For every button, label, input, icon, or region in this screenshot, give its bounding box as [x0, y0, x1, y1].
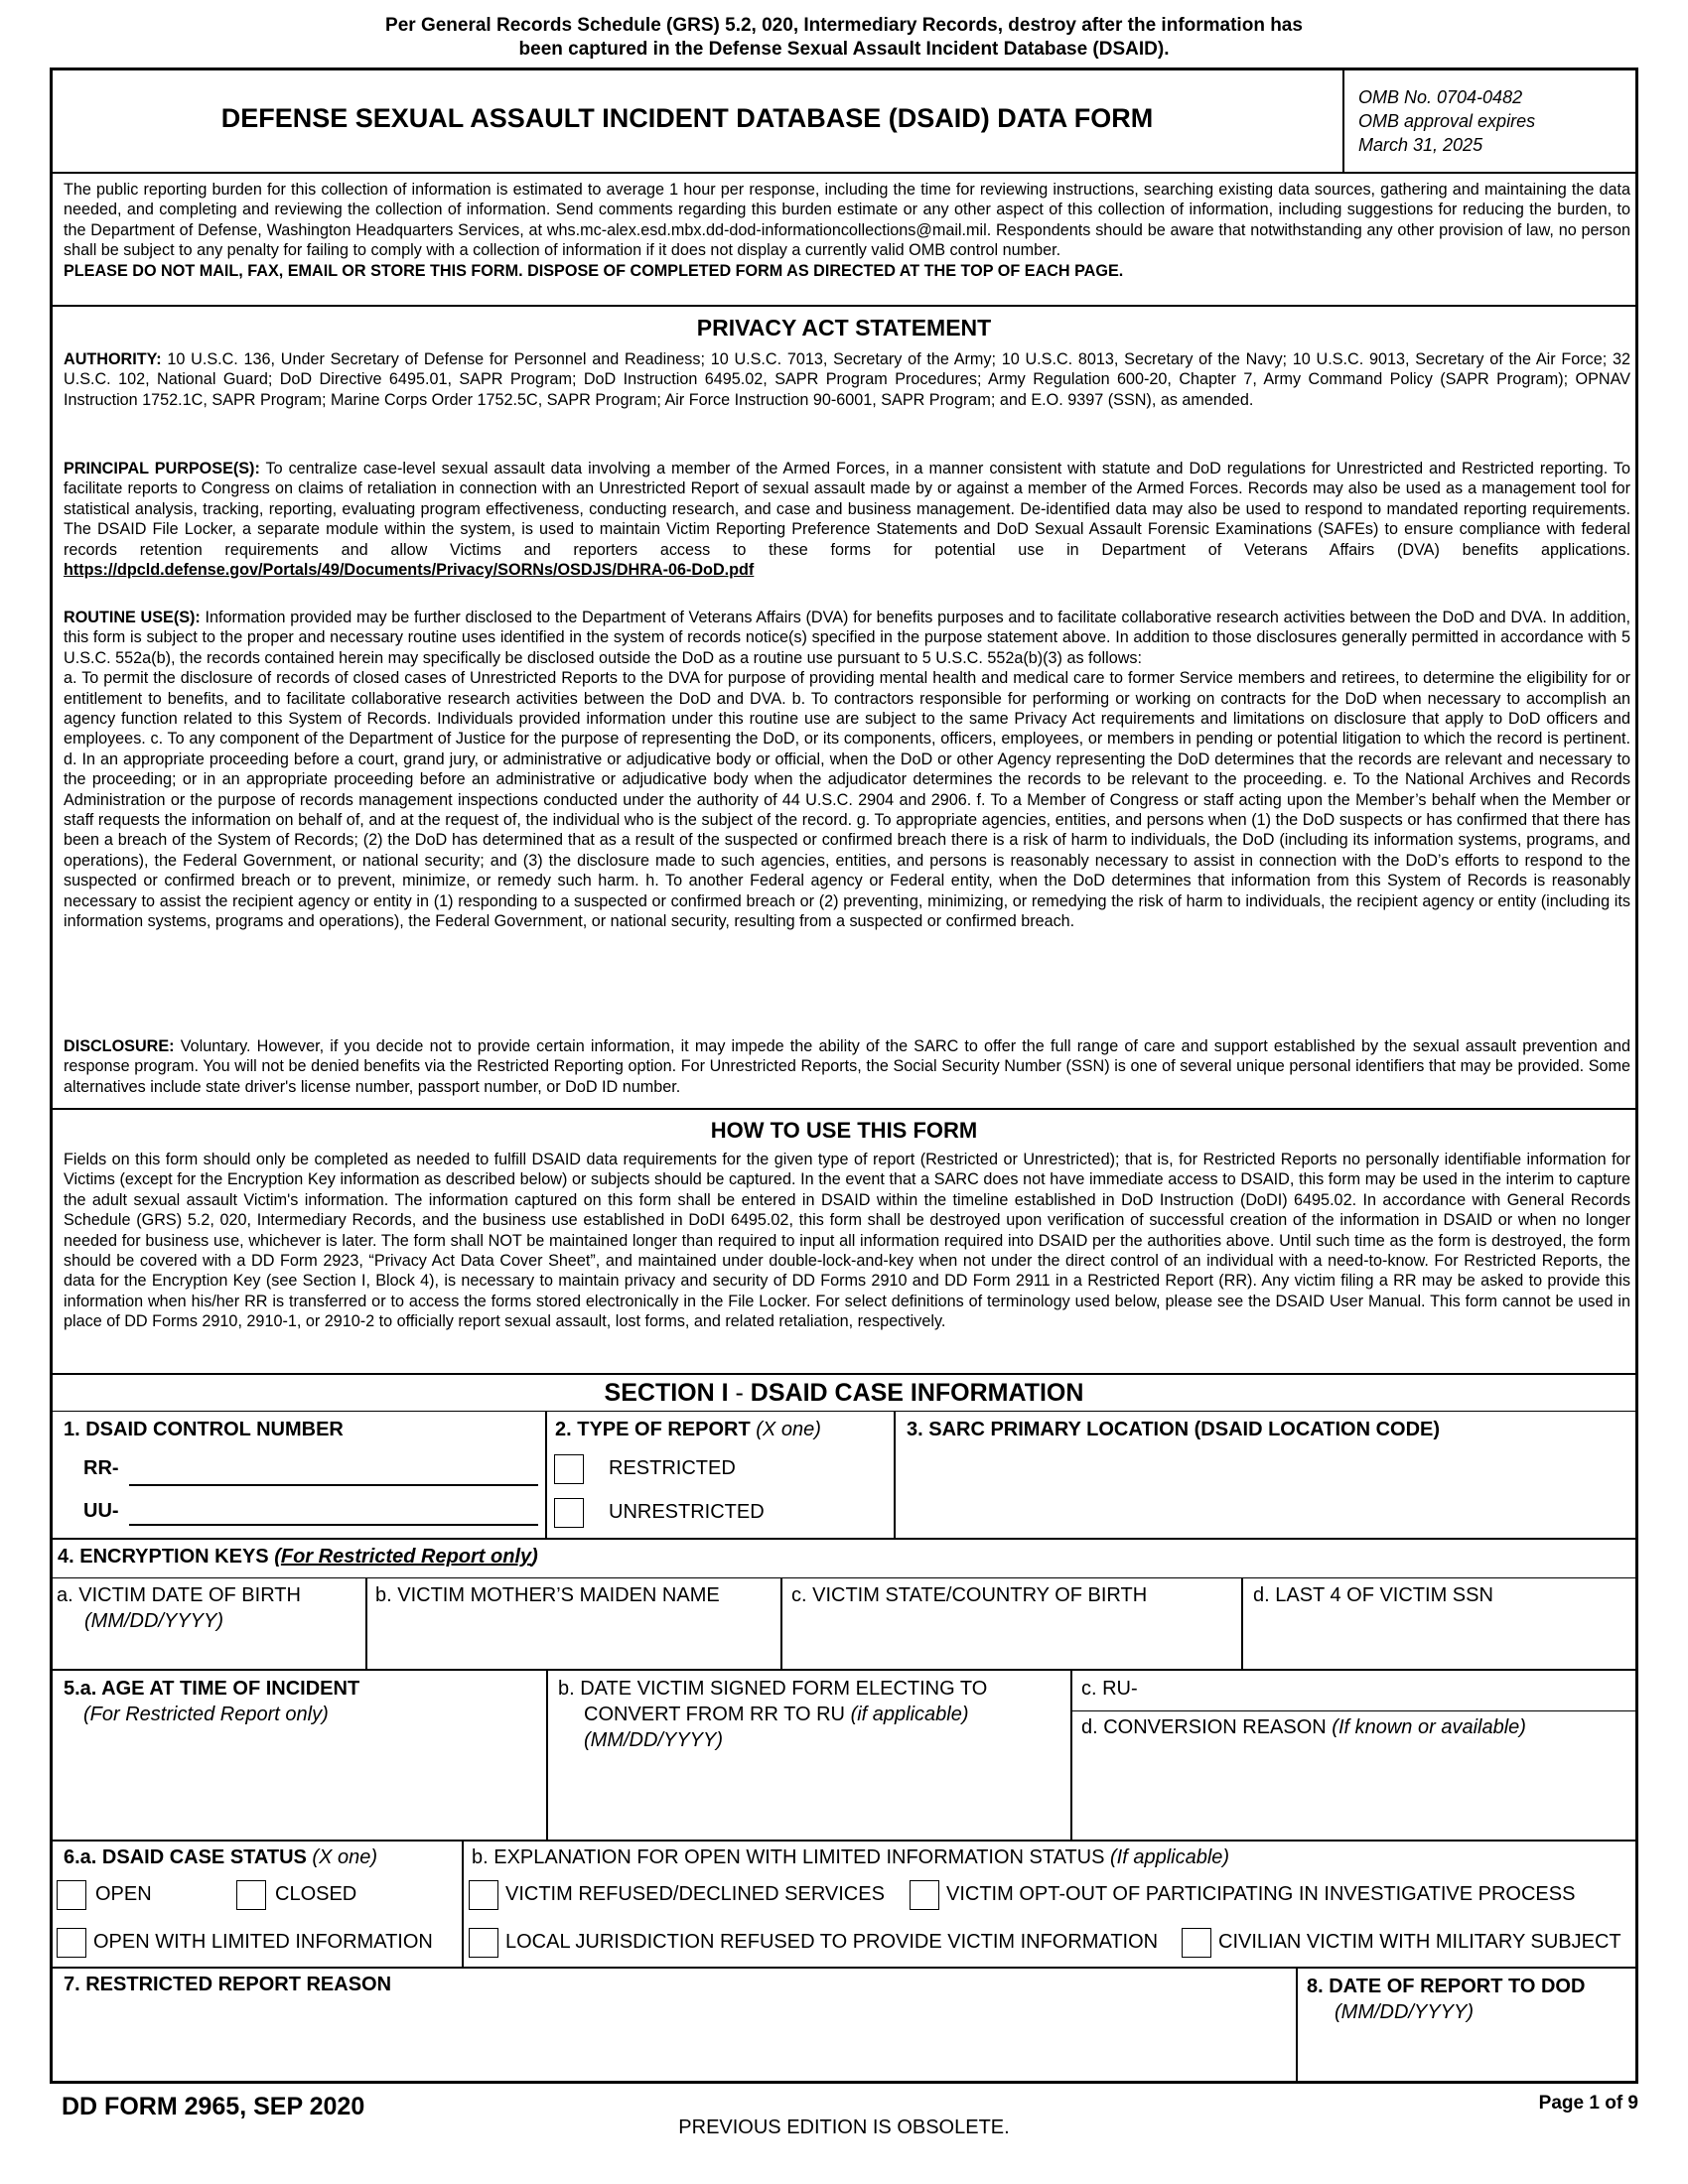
form-title: DEFENSE SEXUAL ASSAULT INCIDENT DATABASE (DSAID) DATA FORM [220, 103, 1154, 133]
field4-label [58, 1544, 538, 1570]
rr-prefix: RR- [83, 1457, 119, 1479]
privacy-routine-uses [64, 608, 1630, 932]
field5b-format: (MM/DD/YYYY) [584, 1729, 723, 1751]
burden-text: The public reporting burden for this collection of information is estimated to average 1 hour per response, including the time for reviewing instructions, searching existing data sources, gathering and maintaining the data needed, and completing and reviewing the collection of information. Send comments regarding this burden estimate or any other aspect of this collection of information, including suggestions for reducing the burden, to the Department of Defense, Washington Headquarters Services, at whs.mc-alex.esd.mbx.dd-dod-informationcollections@mail.mil. Respondents should be aware that notwithstanding any other provision of law, no person shall be subject to any penalty for failing to comply with a collection of information if it does not display a currently valid OMB control number. [64, 181, 1630, 260]
privacy-authority [64, 349, 1630, 410]
uu-number-field[interactable] [129, 1524, 538, 1526]
open-checkbox[interactable] [57, 1880, 86, 1910]
victim-optout-checkbox[interactable] [910, 1880, 939, 1910]
omb-number: OMB No. 0704-0482 [1358, 87, 1523, 107]
header-divider [1342, 68, 1344, 173]
privacy-disclosure [64, 1036, 1630, 1097]
field8-title: 8. DATE OF REPORT TO DOD [1307, 1976, 1586, 1997]
field6a-title: 6.a. DSAID CASE STATUS [64, 1846, 307, 1868]
page-number: Page 1 of 9 [1538, 2093, 1638, 2114]
field4-title: 4. ENCRYPTION KEYS [58, 1546, 269, 1568]
disclosure-label: DISCLOSURE: [64, 1037, 175, 1055]
field5b-text: CONVERT FROM RR TO RU [584, 1704, 845, 1725]
field5b-hint: (if applicable) [850, 1704, 969, 1725]
section1-number: SECTION I [604, 1379, 729, 1407]
field4c-label: c. VICTIM STATE/COUNTRY OF BIRTH [791, 1584, 1148, 1606]
field4a-format: (MM/DD/YYYY) [84, 1610, 223, 1632]
row1-divider-b [894, 1412, 896, 1538]
records-note-line2: been captured in the Defense Sexual Assault Incident Database (DSAID). [518, 39, 1170, 60]
local-jurisdiction-checkbox[interactable] [469, 1928, 498, 1958]
field5d-label [1081, 1714, 1526, 1740]
field2-title: 2. TYPE OF REPORT [555, 1419, 751, 1440]
routine-label: ROUTINE USE(S): [64, 609, 201, 626]
howto-bottom-rule [50, 1373, 1638, 1375]
row3-bottom-rule [50, 1840, 1638, 1842]
row2-bottom-rule [50, 1669, 1638, 1671]
routine-text: Information provided may be further disclosed to the Department of Veterans Affairs (DVA) for benefits purposes and to facilitate collaborative research activities between the DoD and DVA. In addition, this form is subject to the proper and necessary routine uses identified in the system of records notice(s) specified in the purpose statement above. In addition to those disclosures generally permitted in accordance with 5 U.S.C. 552a(b), the records contained herein may specifically be disclosed outside the DoD as a routine use pursuant to 5 U.S.C. 552a(b)(3) as follows: [64, 609, 1630, 667]
field6a-hint: (X one) [312, 1846, 378, 1868]
authority-text: 10 U.S.C. 136, Under Secretary of Defense for Personnel and Readiness; 10 U.S.C. 7013, Secretary of the Army; 10 U.S.C. 8013, Secretary of the Navy; 10 U.S.C. 9013, Secretary of the Air Force; 32 U.S.C. 102, National Guard; DoD Directive 6495.01, SAPR Program; DoD Instruction 6495.02, SAPR Program Procedures; Army Regulation 600-20, Chapter 7, Army Command Policy (SAPR Program); OPNAV Instruction 1752.1C, SAPR Program; Marine Corps Order 1752.5C, SAPR Program; Air Force Instruction 90-6001, SAPR Program; and E.O. 9397 (SSN), as amended. [64, 350, 1630, 409]
field1-label: 1. DSAID CONTROL NUMBER [64, 1419, 344, 1440]
burden-bottom-rule [50, 305, 1638, 307]
victim-refused-checkbox[interactable] [469, 1880, 498, 1910]
closed-checkbox[interactable] [236, 1880, 266, 1910]
row4-divider [462, 1841, 464, 1968]
omb-expires-label: OMB approval expires [1358, 111, 1536, 131]
field5d-hint: (If known or available) [1332, 1716, 1526, 1738]
privacy-bottom-rule [50, 1108, 1638, 1110]
section1-sep: - [728, 1379, 751, 1407]
row5-divider [1296, 1968, 1298, 2083]
field4-hint-close: ) [531, 1546, 538, 1568]
routine-list: a. To permit the disclosure of records of closed cases of Unrestricted Reports to the DVA for purpose of providing mental health and medical care to former Service members and retirees, to determine the eligibility for or entitlement to benefits, and to facilitate collaborative research activities between the DoD and DVA. b. To contractors responsible for performing or working on contracts for the DoD when necessary to accomplish an agency function related to this System of Records. Individuals provided information under this routine use are subject to the same Privacy Act requirements and limitations on disclosure that apply to DoD officers and employees. c. To any component of the Department of Justice for the purpose of representing the DoD, or its components, officers, employees, or members in pending or potential litigation to which the record is pertinent. d. In an appropriate proceeding before a court, grand jury, or administrative or adjudicative body or official, when the DoD or other Agency representing the DoD determines that the records are relevant and necessary to the proceeding; or in an appropriate proceeding before an administrative or adjudicative body when the adjudicator determines the records to be relevant to the proceeding. e. To the National Archives and Records Administration or the purpose of records management inspections conducted under the authority of 44 U.S.C. 2904 and 2906. f. To a Member of Congress or staff acting upon the Member’s behalf when the Member or staff requests the information on behalf of, and at the request of, the individual who is the subject of the record. g. To appropriate agencies, entities, and persons when (1) the DoD suspects or has confirmed that there has been a breach of the System of Records; (2) the DoD has determined that as a result of the suspected or confirmed breach there is a risk of harm to individuals, the DoD (including its information systems, programs, and operations), the Federal Government, or national security; and (3) the disclosure made to such agencies, entities, and persons is reasonably necessary to assist in connection with the DoD’s efforts to respond to the suspected or confirmed breach or to prevent, minimize, or remedy such harm. h. To another Federal agency or Federal entity, when the DoD determines that information from this System of Records is reasonably necessary to assist the recipient agency or entity in (1) responding to a suspected or confirmed breach or (2) preventing, minimizing, or remedying the risk of harm to individuals, the recipient agency or entity (including its information systems, programs and operations), the Federal Government, or national security, resulting from a suspected or confirmed breach. [64, 669, 1630, 931]
civilian-victim-label: CIVILIAN VICTIM WITH MILITARY SUBJECT [1218, 1931, 1621, 1953]
field5d-title: d. CONVERSION REASON [1081, 1716, 1327, 1738]
restricted-checkbox[interactable] [554, 1454, 584, 1484]
civilian-victim-checkbox[interactable] [1182, 1928, 1211, 1958]
field5a-title: 5.a. AGE AT TIME OF INCIDENT [64, 1678, 360, 1700]
closed-option-label: CLOSED [275, 1883, 357, 1905]
row3-divider-b [1070, 1670, 1072, 1841]
row4-bottom-rule [50, 1967, 1638, 1969]
obsolete-notice: PREVIOUS EDITION IS OBSOLETE. [678, 2116, 1010, 2138]
sorn-link[interactable]: https://dpcld.defense.gov/Portals/49/Documents/Privacy/SORNs/OSDJS/DHRA-06-DoD.pdf [64, 561, 755, 580]
field6b-hint: (If applicable) [1110, 1846, 1230, 1868]
field5b-label [558, 1676, 987, 1753]
field5b-line1: b. DATE VICTIM SIGNED FORM ELECTING TO [558, 1678, 988, 1700]
field7-label: 7. RESTRICTED REPORT REASON [64, 1974, 392, 1995]
privacy-act-heading: PRIVACY ACT STATEMENT [696, 315, 992, 341]
field3-label: 3. SARC PRIMARY LOCATION (DSAID LOCATION CODE) [907, 1419, 1441, 1440]
open-limited-option-label: OPEN WITH LIMITED INFORMATION [93, 1931, 433, 1953]
victim-optout-label: VICTIM OPT-OUT OF PARTICIPATING IN INVESTIGATIVE PROCESS [946, 1883, 1576, 1905]
field6a-label [64, 1844, 377, 1870]
field5a-hint: (For Restricted Report only) [83, 1704, 329, 1725]
records-schedule-note [0, 14, 1688, 62]
field8-label [1307, 1974, 1585, 2025]
victim-refused-label: VICTIM REFUSED/DECLINED SERVICES [505, 1883, 885, 1905]
field4a-title: a. VICTIM DATE OF BIRTH [57, 1584, 301, 1606]
row2-divider-c [1241, 1578, 1243, 1669]
omb-info [1358, 85, 1535, 157]
howto-heading: HOW TO USE THIS FORM [710, 1118, 978, 1143]
field4a-label [57, 1582, 301, 1634]
row1-bottom-rule [50, 1538, 1638, 1540]
local-jurisdiction-label: LOCAL JURISDICTION REFUSED TO PROVIDE VICTIM INFORMATION [505, 1931, 1159, 1953]
section1-title: DSAID CASE INFORMATION [750, 1379, 1084, 1407]
field6b-title: b. EXPLANATION FOR OPEN WITH LIMITED INFORMATION STATUS [472, 1846, 1105, 1868]
purpose-text: To centralize case-level sexual assault data involving a member of the Armed Forces, in a manner consistent with statute and DoD regulations for Unrestricted and Restricted reporting. To facilitate reports to Congress on claims of retaliation in connection with an Unrestricted Report of sexual assault made by or against a member of the Armed Forces. Records may also be used as a management tool for statistical analysis, tracking, reporting, evaluating program effectiveness, conducting research, and case and business management. De-identified data may also be used to respond to mandated reporting requirements. The DSAID File Locker, a separate module within the system, is used to maintain Victim Reporting Preference Statements and DoD Sexual Assault Forensic Examinations (SAFEs) to ensure compliance with federal records retention requirements and allow Victims and reporters access to these forms for potential use in Department of Veterans Affairs (DVA) benefits applications. [64, 460, 1630, 559]
field4-hint-open: ( [274, 1546, 281, 1568]
field4b-label: b. VICTIM MOTHER’S MAIDEN NAME [375, 1584, 720, 1606]
open-option-label: OPEN [95, 1883, 152, 1905]
row3-divider-a [546, 1670, 548, 1841]
field4-hint: For Restricted Report only [280, 1546, 532, 1568]
authority-label: AUTHORITY: [64, 350, 162, 368]
field5a-label [64, 1676, 359, 1727]
field6b-label [472, 1844, 1229, 1870]
header-bottom-rule [50, 172, 1638, 174]
purpose-label: PRINCIPAL PURPOSE(S): [64, 460, 260, 478]
field5c-rule [1070, 1710, 1638, 1711]
restricted-option-label: RESTRICTED [609, 1457, 736, 1479]
form-identifier: DD FORM 2965, SEP 2020 [62, 2093, 365, 2120]
field5b-line2 [558, 1702, 987, 1727]
privacy-purpose [64, 459, 1630, 580]
unrestricted-checkbox[interactable] [554, 1498, 584, 1528]
field4-subrule [50, 1577, 1638, 1578]
field5c-label: c. RU- [1081, 1678, 1138, 1700]
records-note-line1: Per General Records Schedule (GRS) 5.2, 020, Intermediary Records, destroy after the information has [385, 15, 1303, 36]
row2-divider-b [780, 1578, 782, 1669]
field2-label [555, 1417, 821, 1442]
disposal-warning: PLEASE DO NOT MAIL, FAX, EMAIL OR STORE THIS FORM. DISPOSE OF COMPLETED FORM AS DIRECTED AT THE TOP OF EACH PAGE. [64, 261, 1124, 280]
open-limited-checkbox[interactable] [57, 1928, 86, 1958]
field4d-label: d. LAST 4 OF VICTIM SSN [1253, 1584, 1493, 1606]
field8-format: (MM/DD/YYYY) [1335, 2001, 1474, 2023]
uu-prefix: UU- [83, 1500, 119, 1522]
disclosure-text: Voluntary. However, if you decide not to provide certain information, it may impede the ability of the SARC to offer the full range of care and support established by the sexual assault prevention and response program. You will not be denied benefits via the Restricted Reporting option. For Unrestricted Reports, the Social Security Number (SSN) is one of several unique personal identifiers that may be provided. Some alternatives include state driver's license number, passport number, or DoD ID number. [64, 1037, 1630, 1096]
burden-statement [64, 180, 1630, 281]
section1-heading-rule [50, 1411, 1638, 1412]
section1-heading [52, 1379, 1636, 1408]
unrestricted-option-label: UNRESTRICTED [609, 1501, 765, 1523]
row2-divider-a [365, 1578, 367, 1669]
row1-divider-a [545, 1412, 547, 1538]
omb-expires-date: March 31, 2025 [1358, 135, 1483, 155]
rr-number-field[interactable] [129, 1484, 538, 1486]
field2-hint: (X one) [756, 1419, 821, 1440]
howto-text: Fields on this form should only be completed as needed to fulfill DSAID data requirements for the given type of report (Restricted or Unrestricted); that is, for Restricted Reports no personally identifiable information for Victims (except for the Encryption Key information as described below) or subjects should be captured. In the event that a SARC does not have immediate access to DSAID, this form may be used in the interim to capture the adult sexual assault Victim's information. The information captured on this form shall be entered in DSAID within the timeline established in DoD Instruction (DoDI) 6495.02. In accordance with General Records Schedule (GRS) 5.2, 020, Intermediary Records, and the business use established in DoDI 6495.02, this form shall be destroyed upon verification of successful creation of the information in DSAID or when no longer needed for business use, whichever is later. The form shall NOT be maintained longer than required to input all information required into DSAID per the authorities above. Until such time as the form is destroyed, the form should be covered with a DD Form 2923, “Privacy Act Data Cover Sheet”, and maintained under double-lock-and-key when not under the direct control of an individual with a need-to-know. For Restricted Reports, the data for the Encryption Key (see Section I, Block 4), is necessary to maintain privacy and security of DD Forms 2910 and DD Form 2911 in a Restricted Report (RR). Any victim filing a RR may be asked to provide this information when his/her RR is transferred or to access the forms stored electronically in the File Locker. For select definitions of terminology used below, please see the DSAID User Manual. This form cannot be used in place of DD Forms 2910, 2910-1, or 2910-2 to officially report sexual assault, lost forms, and related retaliation, respectively. [64, 1151, 1630, 1331]
